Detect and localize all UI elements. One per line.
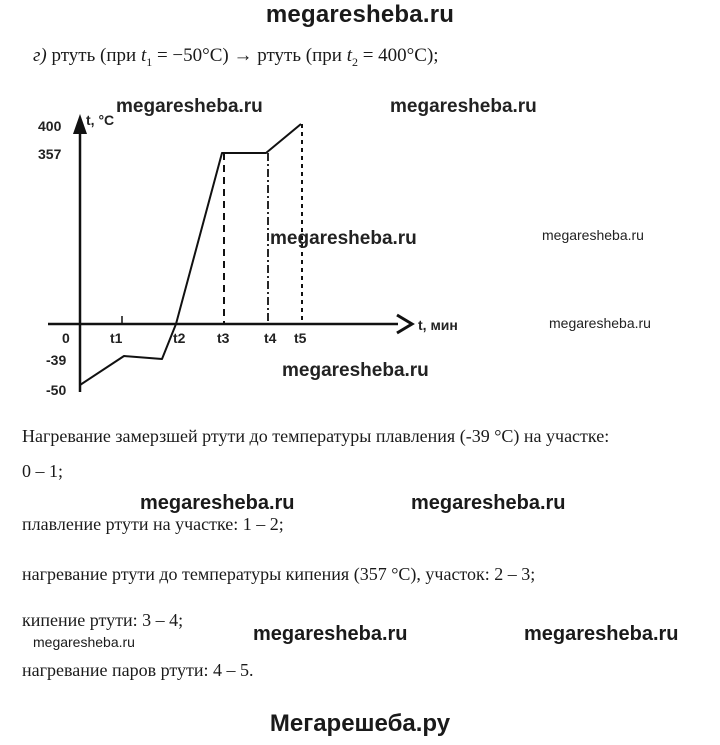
watermark-small: megaresheba.ru [542, 227, 644, 243]
x-tick-label: t2 [173, 330, 186, 346]
task-from-substance: ртуть (при [51, 45, 137, 66]
y-tick-label: -50 [46, 382, 67, 398]
task-to-substance: ртуть (при [257, 45, 342, 66]
watermark: megaresheba.ru [390, 96, 537, 117]
t2-value: = 400°С); [362, 45, 439, 66]
y-axis-label: t, °C [86, 112, 115, 128]
x-tick-label: t5 [294, 330, 307, 346]
t1-value: = −50°С) [156, 45, 229, 66]
x-axis-label: t, мин [418, 317, 458, 333]
site-header: megaresheba.ru [265, 1, 455, 28]
y-tick-label: 357 [38, 146, 62, 162]
t2-symbol: t [346, 45, 352, 66]
watermark: megaresheba.ru [270, 228, 417, 249]
watermark: megaresheba.ru [140, 492, 295, 514]
t1-symbol: t [140, 45, 147, 66]
y-tick-label: -39 [46, 352, 67, 368]
y-tick-label: 400 [38, 118, 62, 134]
y-axis-arrow-icon [73, 114, 87, 134]
y-tick-label: 0 [62, 330, 70, 346]
arrow-icon: → [233, 45, 253, 66]
x-axis-arrow-icon [397, 315, 412, 333]
paragraph-boiling: кипение ртути: 3 – 4; [22, 610, 184, 630]
paragraph-melting: плавление ртути на участке: 1 – 2; [22, 514, 284, 534]
paragraph-heating-liquid: нагревание ртути до температуры кипения (357 °С), участок: 2 – 3; [22, 564, 536, 584]
watermark: megaresheba.ru [411, 492, 566, 514]
watermark: megaresheba.ru [253, 623, 408, 645]
paragraph-heating-vapor: нагревание паров ртути: 4 – 5. [22, 660, 254, 680]
paragraph-heating-solid-range: 0 – 1; [22, 461, 64, 481]
watermark: megaresheba.ru [524, 623, 679, 645]
watermark: megaresheba.ru [116, 96, 263, 117]
watermark-small: megaresheba.ru [549, 315, 651, 331]
paragraph-heating-solid: Нагревание замерзшей ртути до температуры плавления (-39 °С) на участке: [22, 426, 610, 446]
x-tick-label: t1 [110, 330, 123, 346]
site-footer: Мегарешеба.ру [269, 710, 451, 737]
x-tick-label: t3 [217, 330, 230, 346]
x-tick-label: t4 [264, 330, 277, 346]
t1-subscript: 1 [146, 54, 153, 69]
watermark-small: megaresheba.ru [33, 634, 135, 650]
task-label: г) [33, 45, 47, 66]
watermark: megaresheba.ru [282, 360, 429, 381]
t2-subscript: 2 [351, 54, 358, 69]
